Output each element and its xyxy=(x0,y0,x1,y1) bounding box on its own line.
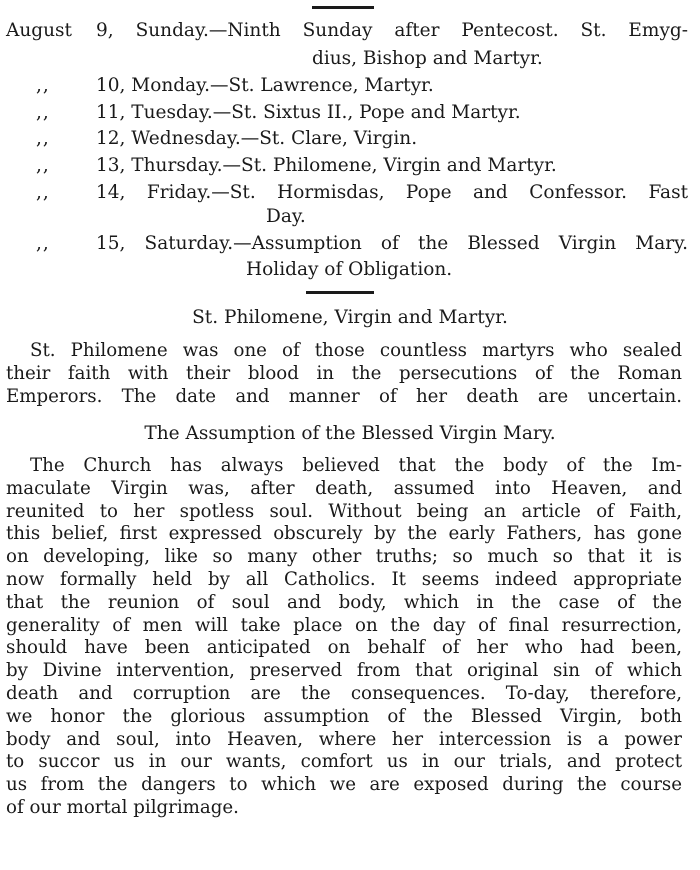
section-heading-philomene: St. Philomene, Virgin and Martyr. xyxy=(192,307,508,328)
entry-text: 10, Monday.—St. Lawrence, Martyr. xyxy=(96,75,434,96)
paragraph-line: death and corruption are the consequences. To-day, therefore, xyxy=(6,682,682,704)
section-rule xyxy=(306,291,374,294)
ditto-mark: ,, xyxy=(36,233,50,254)
month-label: August xyxy=(6,20,72,41)
entry-continuation: dius, Bishop and Martyr. xyxy=(312,48,543,69)
ditto-mark: ,, xyxy=(36,182,50,203)
entry-text: 14, Friday.—St. Hormisdas, Pope and Confessor. Fast xyxy=(96,182,688,203)
paragraph-philomene xyxy=(6,340,682,408)
paragraph-line: this belief, first expressed obscurely by the early Fathers, has gone xyxy=(6,523,682,545)
paragraph-line: body and soul, into Heaven, where her intercession is a power xyxy=(6,728,682,750)
paragraph-line: us from the dangers to which we are exposed during the course xyxy=(6,774,682,796)
ditto-mark: ,, xyxy=(36,128,50,149)
paragraph-line: St. Philomene was one of those countless martyrs who sealed xyxy=(30,340,682,361)
entry-text: 13, Thursday.—St. Philomene, Virgin and Martyr. xyxy=(96,155,557,176)
entry-text: 11, Tuesday.—St. Sixtus II., Pope and Martyr. xyxy=(96,102,521,123)
entry-continuation: Holiday of Obligation. xyxy=(246,259,453,280)
paragraph-line: should have been anticipated on behalf of her who had been, xyxy=(6,637,682,659)
paragraph-line: The Church has always believed that the body of the Im- xyxy=(30,455,682,476)
top-rule xyxy=(312,6,374,9)
calendar-entry-aug-9 xyxy=(0,16,700,46)
paragraph-line: of our mortal pilgrimage. xyxy=(6,796,239,818)
paragraph-line: maculate Virgin was, after death, assumed into Heaven, and xyxy=(6,477,682,499)
calendar-entry-aug-14 xyxy=(0,178,700,208)
paragraph-line: that the reunion of soul and body, which in the case of the xyxy=(6,591,682,613)
paragraph-line: on developing, like so many other truths; so much so that it is xyxy=(6,546,682,568)
paragraph-line: by Divine intervention, preserved from that original sin of which xyxy=(6,660,682,682)
paragraph-line: generality of men will take place on the day of final resurrection, xyxy=(6,614,682,636)
ditto-mark: ,, xyxy=(36,102,50,123)
calendar-entry-aug-10 xyxy=(0,71,700,101)
ditto-mark: ,, xyxy=(36,75,50,96)
entry-text: 12, Wednesday.—St. Clare, Virgin. xyxy=(96,128,418,149)
section-heading-assumption: The Assumption of the Blessed Virgin Mary. xyxy=(144,423,556,444)
entry-text: 15, Saturday.—Assumption of the Blessed Virgin Mary. xyxy=(96,233,688,254)
ditto-mark: ,, xyxy=(36,155,50,176)
paragraph-line: reunited to her spotless soul. Without being an article of Faith, xyxy=(6,500,682,522)
entry-text: 9, Sunday.—Ninth Sunday after Pentecost. St. Emyg- xyxy=(96,20,688,41)
calendar-entry-aug-13 xyxy=(0,151,700,181)
entry-continuation: Day. xyxy=(266,206,306,227)
paragraph-line: we honor the glorious assumption of the Blessed Virgin, both xyxy=(6,705,682,727)
paragraph-assumption xyxy=(6,455,682,820)
paragraph-line: now formally held by all Catholics. It seems indeed appropriate xyxy=(6,568,682,590)
paragraph-line: Emperors. The date and manner of her death are uncertain. xyxy=(6,385,682,407)
calendar-entry-aug-12 xyxy=(0,124,700,154)
paragraph-line: their faith with their blood in the persecutions of the Roman xyxy=(6,362,682,384)
paragraph-line: to succor us in our wants, comfort us in our trials, and protect xyxy=(6,751,682,773)
